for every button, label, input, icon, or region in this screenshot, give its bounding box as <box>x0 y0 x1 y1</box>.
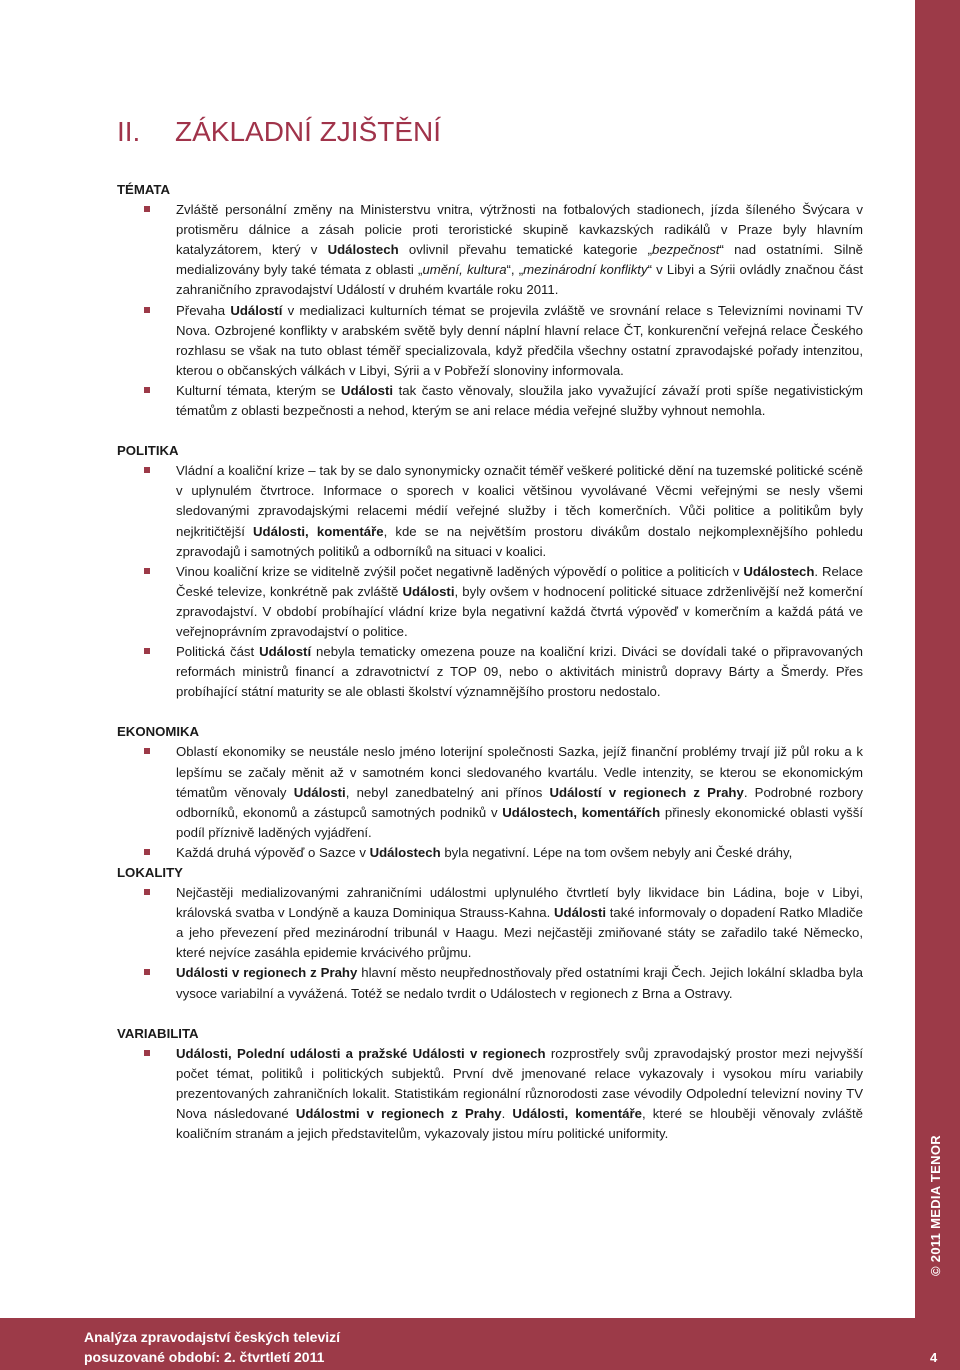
text-run: Vládní a koaliční krize – tak by se dalo synonymicky označit téměř veškeré politické dění na tuzemské politické scéně v uplynulém čtvrtroce. Informace o sporech v koalici většinou vyvolávané Věcmi veřejnými se nesly všemi sledovanými zpravodajskými relacemi médií veřejné služby i těch komerčních. Vůči politice a politikům byly nejkritičtější <box>176 463 863 539</box>
list-item <box>117 461 863 561</box>
copyright-notice: © 2011 MEDIA TENOR <box>928 1135 943 1276</box>
section-heading: POLITIKA <box>117 443 179 459</box>
list-item <box>117 301 863 381</box>
list-item <box>117 843 863 863</box>
section-ekonomika <box>117 722 863 863</box>
text-run: Převaha <box>176 302 231 318</box>
text-run: , kde se na největším prostoru divákům dostalo nejkomplexnějšího pohledu zpravodajů i samotných politiků a odborníků na situaci v koalici. <box>176 523 863 559</box>
text-run: také informovaly o dopadení Ratko Mladiče a jeho převezení před mezinárodní tribunál v Haagu. Mezi nejčastěji zmiňované státy se zařadilo také Německo, které nejvíce zasáhla epidemie krvácivého průjmu. <box>176 905 863 961</box>
text-run: Událostech <box>327 242 399 258</box>
text-run: Událostmi v regionech z Prahy <box>295 1106 502 1122</box>
section-heading: LOKALITY <box>117 865 183 880</box>
section-title: ZÁKLADNÍ ZJIŠTĚNÍ <box>175 116 442 147</box>
section-lokality <box>117 863 863 1004</box>
page-number: 4 <box>930 1350 938 1365</box>
footer-report-title: Analýza zpravodajství českých televizí <box>84 1329 341 1345</box>
text-run: Události <box>554 905 607 921</box>
bullet-list <box>117 461 863 702</box>
text-run: . Relace České televize, konkrétně pak zvláště <box>176 563 863 599</box>
text-run: bezpečnost <box>652 242 720 258</box>
text-run: nebyla tematicky omezena pouze na koaliční krizi. Diváci se dovídali také o připravovaných reformách ministrů financí a zdravotnictví z TOP 09, nebo o aktivitách ministrů dopravy Bárty a Šmerdy. Přes probíhající státní maturity se ale oblasti školství významnějšího prostoru nedostalo. <box>176 644 863 700</box>
list-item <box>117 562 863 642</box>
text-run: Politická část <box>176 644 260 660</box>
text-run: Oblastí ekonomiky se neustále neslo jméno loterijní společnosti Sazka, jejíž finanční problémy trvají již půl roku a k lepšímu se začaly měnit až v samotném konci sledovaného kvartálu. Vedle intenzity, se kterou se ekonomickým tématům věnovaly <box>176 744 863 800</box>
list-item <box>117 642 863 702</box>
text-run: Události, Polední události a pražské Události v regionech <box>176 1045 546 1061</box>
section-politika <box>117 441 863 702</box>
text-run: v medializaci kulturních témat se projevila zvláště ve srovnání relace s Televizními novinami TV Nova. Ozbrojené konflikty v arabském světě byly denní náplní hlavní relace ČT, konkurenční veřejná relace Českého rozhlasu se však na tuto oblast téměř specializovala, když předčila všechny ostatní zpravodajské pořady intenzitou, kterou o občanských válkách v Libyi, Sýrii a v Pobřeží slonoviny informovala. <box>176 302 863 378</box>
section-témata <box>117 180 863 421</box>
text-run: Události <box>293 784 346 800</box>
text-run: Události, komentáře <box>253 523 384 539</box>
list-item <box>117 381 863 421</box>
section-heading: EKONOMIKA <box>117 724 200 740</box>
text-run: Kulturní témata, kterým se <box>176 382 342 398</box>
bullet-list <box>117 742 863 863</box>
text-run: , nebyl zanedbatelný ani přínos <box>345 784 550 800</box>
text-run: Každá druhá výpověď o Sazce v <box>176 844 370 860</box>
section-heading: VARIABILITA <box>117 1025 199 1041</box>
text-run: Události v regionech z Prahy <box>176 965 358 981</box>
text-run: ovlivnil převahu tematické kategorie „ <box>398 242 653 258</box>
list-item <box>117 963 863 1003</box>
section-number: II. <box>117 116 141 147</box>
text-run: Nejčastěji medializovanými zahraničními událostmi uplynulého čtvrtletí byly likvidace bin Ládina, boje v Libyi, královská svatba v Londýně a kauza Dominiqua Strauss-Kahna. <box>176 885 863 921</box>
bullet-list <box>117 1044 863 1144</box>
text-run: . <box>501 1106 513 1122</box>
text-run: tak často věnovaly, sloužila jako vyvažující závaží proti spíše negativistickým tématům z oblasti bezpečnosti a nehod, kterým se ani relace média veřejné služby vyhnout nemohla. <box>176 382 863 419</box>
text-run: hlavní město neupřednostňovaly před ostatními kraji Čech. Jejich lokální skladba byla vysoce variabilní a vyvážená. Totéž se nedalo tvrdit o Událostech v regionech z Brna a Ostravy. <box>176 965 863 1001</box>
text-run: Událostí v regionech z Prahy <box>549 784 744 800</box>
text-run: “, „ <box>506 262 524 278</box>
text-run: Události, komentáře <box>512 1106 642 1122</box>
text-run: , byly ovšem v hodnocení politické situace zdrženlivější než komerční zpravodajství. V období probíhající vládní krize byla negativní každá čtvrtá výpověď v komerčním a každá pátá ve veřejnoprávním zpravodajství o politice. <box>176 583 863 639</box>
text-run: Události <box>341 382 394 398</box>
text-run: , které se hlouběji věnovaly zvláště koaličním stranám a jejich představitelům, vykazovaly jistou míru politické uniformity. <box>176 1106 863 1142</box>
text-run: Událostí <box>230 302 283 318</box>
text-run: Událostech <box>743 563 815 579</box>
text-run: přinesly ekonomické oblasti vyšší podíl příznivě laděných vyjádření. <box>176 804 864 840</box>
list-item <box>117 742 863 842</box>
page-title <box>117 116 441 148</box>
section-variabilita <box>117 1024 863 1145</box>
text-run: Události <box>402 583 455 599</box>
text-run: umění, kultura <box>422 262 507 278</box>
footer-period: posuzované období: 2. čtvrtletí 2011 <box>84 1349 325 1365</box>
text-run: “ nad ostatními. Silně medializovány byly také témata z oblasti „ <box>176 242 863 278</box>
text-run: Událostí <box>259 644 312 660</box>
text-run: Událostech, komentářích <box>502 804 661 820</box>
text-run: . Podrobné rozbory odborníků, ekonomů a zástupců samotných podniků v <box>176 784 863 820</box>
text-run: rozprostřely svůj zpravodajský prostor mezi nejvyšší počet témat, politiků i politických subjektů. První dvě jmenované relace vykazovaly i vysokou míru variabily prezentovaných zahraničních lokalit. Statistikám regionální různorodosti zase vévodily Odpolední televizní noviny TV Nova následované <box>176 1045 864 1122</box>
text-run: Vinou koaliční krize se viditelně zvýšil počet negativně laděných výpovědí o politice a politicích v <box>176 563 744 579</box>
text-run: Zvláště personální změny na Ministerstvu vnitra, výtržnosti na fotbalových stadionech, jízda šíleného Švýcara v protisměru dálnice a zásah policie proti teroristické skupině kavkazských radikálů v Praze byly hlavním katalyzátorem, který v <box>176 202 863 258</box>
text-run: mezinárodní konflikty <box>523 262 648 278</box>
document-body <box>117 180 863 1164</box>
bullet-list <box>117 883 863 1004</box>
text-run: byla negativní. Lépe na tom ovšem nebyly ani České dráhy, <box>440 844 793 860</box>
list-item <box>117 1044 863 1144</box>
bullet-list <box>117 200 863 421</box>
text-run: “ v Libyi a Sýrii ovládly značnou část zahraničního zpravodajství Událostí v druhém kvartále roku 2011. <box>176 262 863 298</box>
list-item <box>117 883 863 963</box>
list-item <box>117 200 863 300</box>
section-heading: TÉMATA <box>117 182 170 197</box>
text-run: Událostech <box>369 844 441 860</box>
